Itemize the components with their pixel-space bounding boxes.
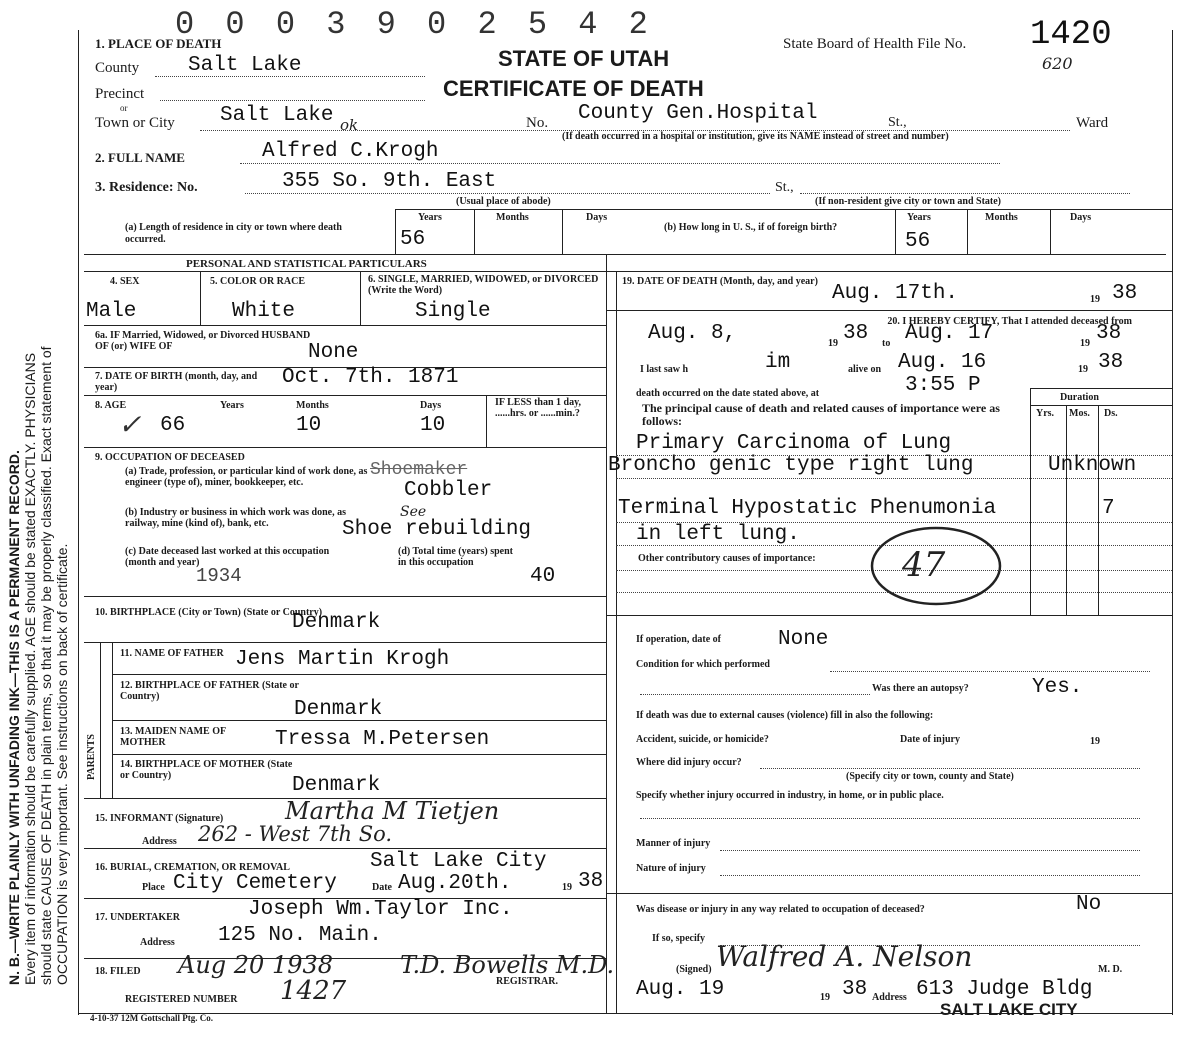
- us-years-value: 56: [905, 230, 931, 253]
- father-bp-value: Denmark: [294, 698, 383, 721]
- full-name-label: 2. FULL NAME: [95, 150, 185, 165]
- birthplace-label: 10. BIRTHPLACE (City or Town) (State or Country): [95, 607, 323, 618]
- hospital-value: County Gen.Hospital: [578, 102, 818, 125]
- attended-to: Aug. 17: [905, 322, 994, 345]
- certificate-title: CERTIFICATE OF DEATH: [443, 76, 704, 101]
- cause-line-1: Primary Carcinoma of Lung: [636, 432, 952, 455]
- undertaker-value: Joseph Wm.Taylor Inc.: [248, 898, 513, 921]
- specify-city-label: (Specify city or town, county and State): [846, 771, 1014, 782]
- last-saw-label: I last saw h: [640, 364, 689, 375]
- nature-label: Nature of injury: [636, 863, 706, 874]
- to-label: to: [882, 338, 891, 349]
- residence-label: 3. Residence: No.: [95, 180, 198, 195]
- father-label: 11. NAME OF FATHER: [120, 648, 224, 659]
- cause-line-2: Broncho genic type right lung: [608, 454, 974, 477]
- days-label: Days: [586, 212, 608, 223]
- autopsy-value: Yes.: [1032, 676, 1083, 699]
- informant-signature: Martha M Tietjen: [285, 797, 500, 825]
- to-year: 38: [1096, 322, 1122, 345]
- death-at-label: death occurred on the date stated above, at: [636, 388, 820, 399]
- dob-value: Oct. 7th. 1871: [282, 366, 459, 389]
- age-years-label: Years: [220, 400, 244, 411]
- injury-year-prefix: 19: [1090, 736, 1100, 747]
- cause-line-4: in left lung.: [636, 523, 800, 546]
- age-months-value: 10: [296, 414, 322, 437]
- address-label: Address: [872, 992, 907, 1003]
- where-injury-label: Where did injury occur?: [636, 757, 742, 768]
- injury-date-label: Date of injury: [900, 734, 960, 745]
- file-number: 1420: [1030, 16, 1112, 54]
- burial-year-prefix: 19: [562, 882, 572, 893]
- occ-a-label: (a) Trade, profession, or particular kind of work done, as engineer (type of), miner, bookkeeper, etc.: [125, 466, 368, 488]
- years-label: Years: [418, 212, 442, 223]
- no-label: No.: [526, 115, 549, 131]
- burial-label: 16. BURIAL, CREMATION, OR REMOVAL: [95, 862, 290, 873]
- duration-ds: Ds.: [1104, 408, 1118, 419]
- registrar-label: REGISTRAR.: [496, 976, 558, 987]
- filed-label: 18. FILED: [95, 966, 141, 977]
- alive-value: Aug. 16: [898, 351, 987, 374]
- manner-label: Manner of injury: [636, 838, 711, 849]
- residence-years: 56: [400, 228, 426, 251]
- sign-year-prefix: 19: [820, 992, 830, 1003]
- mother-bp-label: 14. BIRTHPLACE OF MOTHER (State or Country): [120, 759, 293, 781]
- sex-label: 4. SEX: [110, 276, 140, 287]
- dob-label: 7. DATE OF BIRTH (month, day, and year): [95, 371, 258, 393]
- mother-bp-value: Denmark: [292, 774, 381, 797]
- other-causes-label: Other contributory causes of importance:: [638, 553, 816, 564]
- us-residence-label: (b) How long in U. S., if of foreign birth?: [664, 222, 838, 233]
- if-so-label: If so, specify: [652, 933, 706, 944]
- occ-related-label: Was disease or injury in any way related to occupation of deceased?: [636, 904, 925, 915]
- alive-year-prefix: 19: [1078, 364, 1088, 375]
- cause-line-3: Terminal Hypostatic Phenumonia: [618, 497, 997, 520]
- residence-st-label: St.,: [775, 180, 794, 195]
- age-checkmark: ✓: [118, 408, 142, 441]
- father-value: Jens Martin Krogh: [235, 648, 450, 671]
- occ-c-label: (c) Date deceased last worked at this occupation (month and year): [125, 546, 330, 568]
- alive-label: alive on: [848, 364, 882, 375]
- circle-code: 47: [902, 545, 946, 585]
- cause-line-2-duration: Unknown: [1048, 454, 1137, 477]
- mother-value: Tressa M.Petersen: [275, 728, 490, 751]
- undertaker-address-label: Address: [140, 937, 175, 948]
- serial-number: 0 0 0 3 9 0 2 5 4 2: [175, 6, 654, 43]
- us-months-label: Months: [985, 212, 1018, 223]
- spouse-value: None: [308, 341, 359, 364]
- to-year-prefix: 19: [1080, 338, 1090, 349]
- occ-b-note: See: [400, 504, 427, 520]
- burial-value: Salt Lake City: [370, 850, 547, 873]
- personal-header: PERSONAL AND STATISTICAL PARTICULARS: [186, 258, 427, 270]
- burial-date: Aug.20th.: [398, 872, 512, 895]
- place-of-death-label: 1. PLACE OF DEATH: [95, 36, 222, 51]
- dod-year: 38: [1112, 282, 1138, 305]
- accident-label: Accident, suicide, or homicide?: [636, 734, 769, 745]
- side-note-1: N. B.—WRITE PLAINLY WITH UNFADING INK—THIS IS A PERMANENT RECORD.: [6, 450, 22, 985]
- physician-signature: Walfred A. Nelson: [716, 940, 973, 973]
- county-value: Salt Lake: [188, 54, 302, 77]
- side-note-3: should state CAUSE OF DEATH in plain terms, so that it may be properly classified. Exact statement of: [38, 346, 54, 985]
- informant-address: 262 - West 7th So.: [198, 822, 393, 846]
- color-value: White: [232, 300, 296, 323]
- non-resident-label: (If non-resident give city or town and State): [815, 196, 1002, 207]
- sign-date: Aug. 19: [636, 978, 725, 1001]
- age-label: 8. AGE: [95, 400, 127, 411]
- us-days-label: Days: [1070, 212, 1092, 223]
- occ-b-label: (b) Industry or business in which work was done, as railway, mine (kind of), bank, etc.: [125, 507, 346, 529]
- undertaker-label: 17. UNDERTAKER: [95, 912, 181, 923]
- from-year-prefix: 19: [828, 338, 838, 349]
- age-days-value: 10: [420, 414, 446, 437]
- place-label: Place: [142, 882, 165, 893]
- town-label: Town or City: [95, 115, 175, 131]
- informant-address-label: Address: [142, 836, 177, 847]
- spouse-label: 6a. IF Married, Widowed, or Divorced HUSBAND OF (or) WIFE OF: [95, 330, 311, 352]
- condition-label: Condition for which performed: [636, 659, 770, 670]
- dod-value: Aug. 17th.: [832, 282, 959, 305]
- usual-abode-label: (Usual place of abode): [456, 196, 551, 207]
- parents-label: PARENTS: [86, 734, 97, 780]
- occ-c-value: 1934: [196, 565, 242, 587]
- duration-label: Duration: [1060, 392, 1099, 403]
- printer-note: 4-10-37 12M Gottschall Ptg. Co.: [90, 1013, 213, 1023]
- age-months-label: Months: [296, 400, 329, 411]
- sex-value: Male: [86, 300, 137, 323]
- color-label: 5. COLOR OR RACE: [210, 276, 306, 287]
- months-label: Months: [496, 212, 529, 223]
- ok-mark: ok: [340, 116, 359, 134]
- physician-city: SALT LAKE CITY: [940, 1000, 1078, 1019]
- md-label: M. D.: [1098, 964, 1123, 975]
- physician-address: 613 Judge Bldg: [916, 978, 1093, 1001]
- marital-value: Single: [415, 300, 491, 323]
- occ-a-struck: Shoemaker: [370, 460, 468, 480]
- autopsy-label: Was there an autopsy?: [872, 683, 969, 694]
- external-causes-label: If death was due to external causes (violence) fill in also the following:: [636, 710, 934, 721]
- marital-label: 6. SINGLE, MARRIED, WIDOWED, or DIVORCED (Write the Word): [368, 274, 599, 296]
- occupation-label: 9. OCCUPATION OF DECEASED: [95, 452, 245, 463]
- state-title: STATE OF UTAH: [498, 46, 670, 71]
- industry-label: Specify whether injury occurred in industry, in home, or in public place.: [636, 790, 944, 801]
- filed-date: Aug 20 1938: [178, 951, 334, 979]
- mother-label: 13. MAIDEN NAME OF MOTHER: [120, 726, 226, 748]
- birthplace-value: Denmark: [292, 611, 381, 634]
- side-note-2: Every item of information should be carefully supplied. AGE should be stated EXACTLY. PHYSICIANS: [22, 352, 38, 985]
- cause-label: The principal cause of death and related causes of importance were as follows:: [642, 401, 1000, 428]
- dod-label: 19. DATE OF DEATH (Month, day, and year): [622, 276, 818, 287]
- registered-number-label: REGISTERED NUMBER: [125, 994, 238, 1005]
- full-name-value: Alfred C.Krogh: [262, 140, 439, 163]
- length-residence-label: (a) Length of residence in city or town where death occurred.: [125, 222, 342, 245]
- file-note: 620: [1042, 54, 1073, 73]
- town-value: Salt Lake: [220, 104, 334, 127]
- dod-year-prefix: 19: [1090, 294, 1100, 305]
- alive-year: 38: [1098, 351, 1124, 374]
- informant-label: 15. INFORMANT (Signature): [95, 813, 224, 824]
- attended-from: Aug. 8,: [648, 322, 737, 345]
- operation-value: None: [778, 628, 829, 651]
- occ-a-value: Cobbler: [404, 479, 493, 502]
- occ-b-value: Shoe rebuilding: [342, 518, 532, 541]
- sign-year: 38: [842, 978, 868, 1001]
- occ-d-value: 40: [530, 565, 556, 588]
- residence-value: 355 So. 9th. East: [282, 170, 497, 193]
- burial-date-label: Date: [372, 882, 392, 893]
- county-label: County: [95, 60, 140, 76]
- registrar-signature: T.D. Bowells M.D.: [400, 951, 615, 979]
- place-note: (If death occurred in a hospital or institution, give its NAME instead of street and number): [562, 131, 949, 142]
- us-years-label: Years: [907, 212, 931, 223]
- or-label: or: [120, 103, 128, 113]
- occ-d-label: (d) Total time (years) spent in this occupation: [398, 546, 513, 568]
- registered-number: 1427: [280, 976, 347, 1006]
- age-years-value: 66: [160, 414, 186, 437]
- signed-label: (Signed): [676, 964, 712, 975]
- operation-label: If operation, date of: [636, 634, 721, 645]
- less-than-label: IF LESS than 1 day, ......hrs. or ......min.?: [495, 397, 582, 419]
- burial-place: City Cemetery: [173, 872, 337, 895]
- ward-label: Ward: [1076, 115, 1109, 131]
- last-saw-value: im: [765, 351, 791, 374]
- side-note-4: OCCUPATION is very important. See instructions on back of certificate.: [54, 543, 70, 985]
- age-days-label: Days: [420, 400, 442, 411]
- from-year: 38: [843, 322, 869, 345]
- cause-line-3-duration: 7: [1102, 497, 1115, 520]
- death-time: 3:55 P: [905, 374, 981, 397]
- occ-related-value: No: [1076, 893, 1102, 916]
- duration-yrs: Yrs.: [1036, 408, 1055, 419]
- file-label: State Board of Health File No.: [783, 36, 967, 52]
- st-label: St.,: [888, 115, 907, 130]
- certify-label: 20. I HEREBY CERTIFY, That I attended deceased from: [887, 316, 1132, 327]
- precinct-label: Precinct: [95, 86, 145, 102]
- undertaker-address: 125 No. Main.: [218, 924, 382, 947]
- father-bp-label: 12. BIRTHPLACE OF FATHER (State or Country): [120, 680, 299, 702]
- burial-year: 38: [578, 870, 604, 893]
- duration-mos: Mos.: [1069, 408, 1090, 419]
